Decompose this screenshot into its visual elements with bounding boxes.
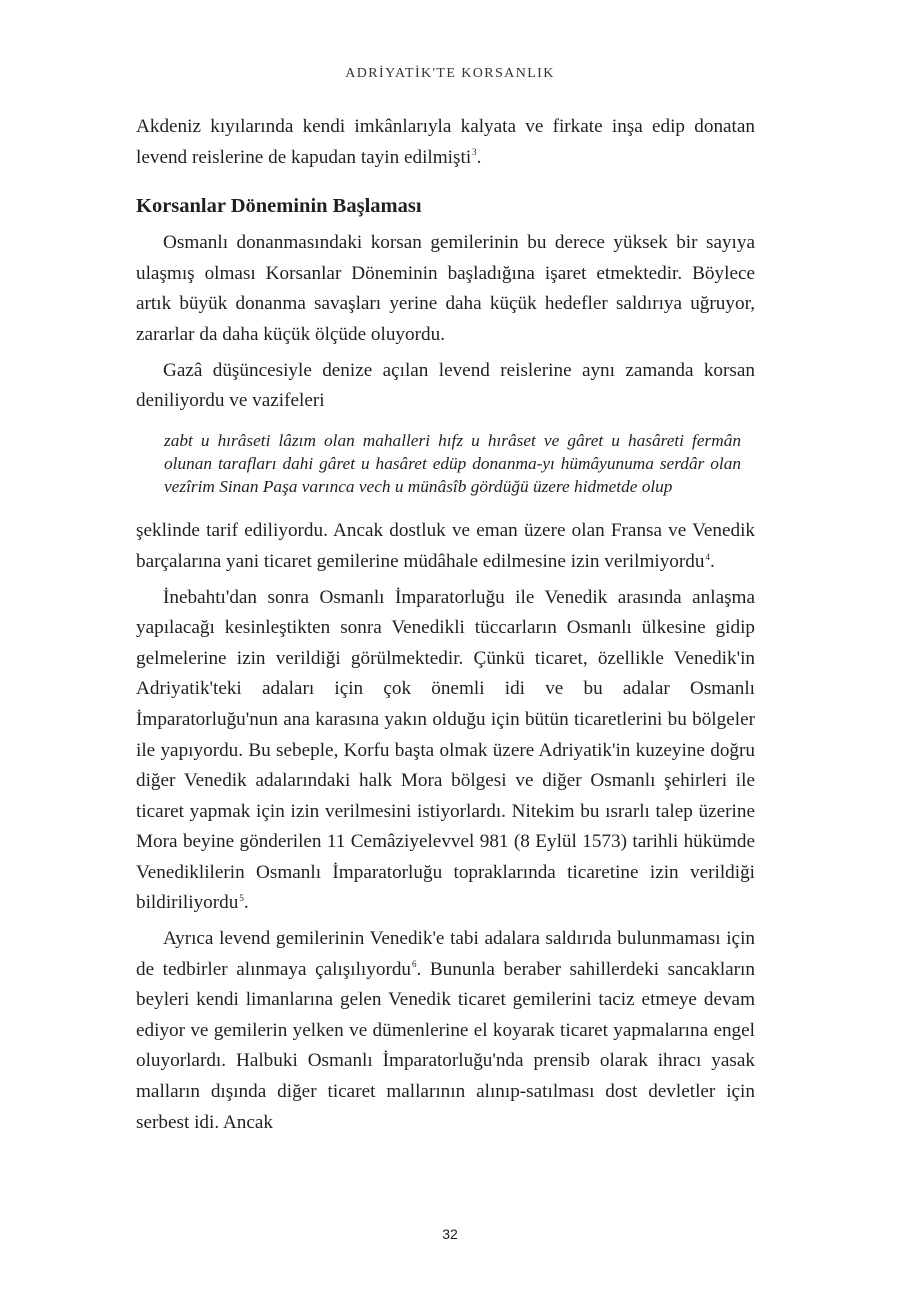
paragraph: Osmanlı donanmasındaki korsan gemilerinin bu derece yüksek bir sayıya ulaşmış olması Korsanlar Döneminin başladığına işaret etmektedir. Böylece artık büyük donanma savaşları yerine daha küçük hedefler saldırıya uğruyor, zararlar da daha küçük ölçüde oluyordu.	[136, 232, 755, 345]
footnote-reference[interactable]: 3	[472, 147, 477, 158]
running-header: ADRİYATİK'TE KORSANLIK	[345, 66, 555, 81]
block-quote: zabt u hırâseti lâzım olan mahalleri hıfz u hırâset ve gâret u hasâreti fermân olunan tarafları dahi gâret u hasâret edüp donanma-yı hümâyunuma serdâr olan vezîrim Sinan Paşa varınca vech u münâsîb gördüğü üzere hidmetde olup	[164, 430, 741, 497]
paragraph	[136, 112, 755, 173]
paragraph-text: . Bununla beraber sahillerdeki sancakların beyleri kendi limanlarına gelen Venedik ticaret gemilerini taciz etmeye devam ediyor ve gemilerin yelken ve dümenlerine el koyarak ticaret yapmalarına engel oluyorlardı. Halbuki Osmanlı İmparatorluğu'nda prensib olarak ihracı yasak malların dışında diğer ticaret mallarının alınıp-satılması dost devletler için serbest idi. Ancak	[136, 958, 755, 1133]
paragraph	[136, 583, 755, 920]
paragraph-text: İnebahtı'dan sonra Osmanlı İmparatorluğu ile Venedik arasında anlaşma yapılacağı kesinleştikten sonra Venedikli tüccarların Osmanlı ülkesine gidip gelmelerine izin verildiği görülmektedir. Çünkü ticaret, özellikle Venedik'in Adriyatik'teki adaları için çok önemli idi ve bu adalar Osmanlı İmparatorluğu'nun ana karasına yakın olduğu için bütün ticaretlerini bu bölgeler ile yapıyordu. Bu sebeple, Korfu başta olmak üzere Adriyatik'in kuzeyine doğru diğer Venedik adalarındaki halk Mora bölgesi ve diğer Osmanlı şehirleri ile ticaret yapmak için izin verilmesini istiyorlardı. Nitekim bu ısrarlı talep üzerine Mora beyine gönderilen 11 Cemâziyelevvel 981 (8 Eylül 1573) tarihli hükümde Venediklilerin Osmanlı İmparatorluğu topraklarında ticaretine izin verildiği bildiriliyordu	[136, 586, 755, 914]
paragraph: Gazâ düşüncesiyle denize açılan levend reislerine aynı zamanda korsan deniliyordu ve vazifeleri	[136, 359, 755, 412]
footnote-reference[interactable]: 4	[705, 551, 710, 562]
paragraph-tail: .	[476, 146, 482, 168]
paragraph-tail: .	[709, 550, 715, 572]
paragraph-text: Ayrıca levend gemilerinin Venedik'e tabi adalara saldırıda bulunmaması için de tedbirler alınmaya çalışılıyordu	[136, 928, 755, 980]
footnote-reference[interactable]: 6	[412, 959, 417, 970]
paragraph	[136, 516, 755, 577]
paragraph-text: Akdeniz kıyılarında kendi imkânlarıyla kalyata ve firkate inşa edip donatan levend reislerine de kapudan tayin edilmişti	[136, 116, 755, 168]
paragraph-tail: .	[243, 892, 249, 914]
footnote-reference[interactable]: 5	[239, 893, 244, 904]
page-number: 32	[442, 1226, 458, 1242]
paragraph-text: şeklinde tarif ediliyordu. Ancak dostluk ve eman üzere olan Fransa ve Venedik barçalarına yani ticaret gemilerine müdâhale edilmesine izin verilmiyordu	[136, 520, 755, 572]
body-text	[136, 112, 755, 1138]
paragraph	[136, 924, 755, 1138]
section-heading: Korsanlar Döneminin Başlaması	[136, 195, 422, 218]
